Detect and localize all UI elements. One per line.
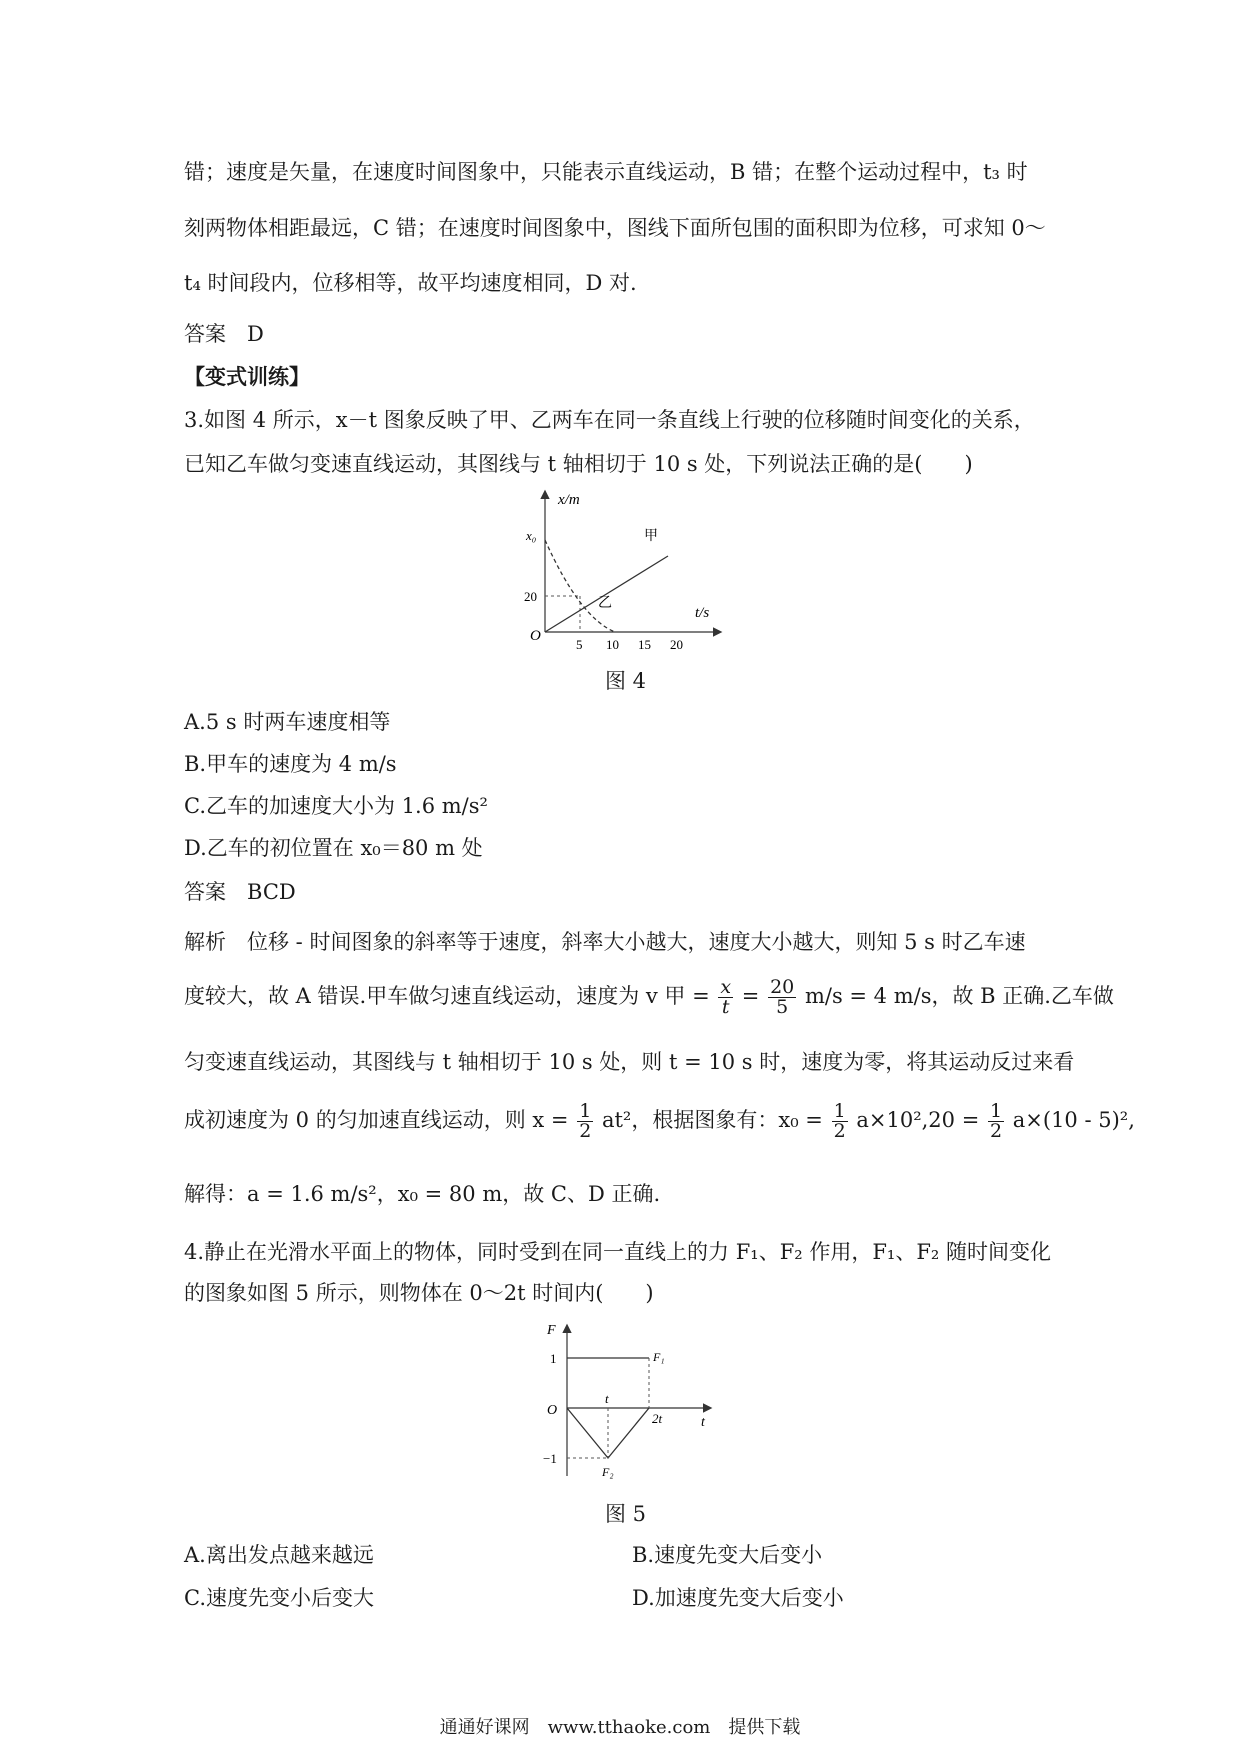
x-tick-10: 10 <box>606 637 619 650</box>
q4-option-c: C.速度先变小后变大 <box>184 1586 374 1610</box>
figure-4 <box>500 480 740 650</box>
label-f1: F₁ <box>653 1350 665 1364</box>
y-tick-20: 20 <box>524 589 537 604</box>
figure-4-caption: 图 4 <box>605 669 647 693</box>
curve-yi <box>545 540 615 632</box>
y-axis-label: x/m <box>558 492 580 508</box>
section-title: 【变式训练】 <box>184 364 310 389</box>
x-tick-5: 5 <box>576 637 583 650</box>
frac-num-x: x <box>720 976 732 998</box>
x-tick-15: 15 <box>638 637 651 650</box>
half-num-2: 1 <box>833 1100 846 1122</box>
x-tick-2t: 2t <box>652 1411 663 1426</box>
para1-line3: t₄ 时间段内，位移相等，故平均速度相同，D 对. <box>184 271 637 295</box>
para1-line2: 刻两物体相距最远，C 错；在速度时间图象中，图线下面所包围的面积即为位移，可求知 0～ <box>184 216 1046 240</box>
q4-option-d: D.加速度先变大后变小 <box>632 1586 844 1610</box>
y-tick-x0: x₀ <box>526 528 537 543</box>
analysis-line4-a: 成初速度为 0 的匀加速直线运动，则 x = <box>184 1108 569 1132</box>
half-num-3: 1 <box>989 1100 1003 1122</box>
fraction-half-2 <box>832 1102 848 1141</box>
frac-den-5: 5 <box>776 996 789 1018</box>
q4-line1: 4.静止在光滑水平面上的物体，同时受到在同一直线上的力 F₁、F₂ 作用，F₁、F₂ 随时间变化 <box>184 1240 1052 1264</box>
figure-5-caption: 图 5 <box>605 1502 647 1526</box>
fraction-20-over-5 <box>768 978 796 1017</box>
origin-label: O <box>547 1403 558 1418</box>
figure-5 <box>525 1318 725 1488</box>
x-axis-label: t <box>701 1415 705 1430</box>
half-den-2: 2 <box>833 1120 846 1142</box>
label-jia: 甲 <box>644 529 658 544</box>
q3-option-b: B.甲车的速度为 4 m/s <box>184 752 397 776</box>
analysis-line4-d: a×(10 - 5)², <box>1012 1108 1135 1132</box>
frac-num-20: 20 <box>770 976 795 998</box>
analysis-line2 <box>184 978 1114 1017</box>
x-tick-t: t <box>605 1391 609 1406</box>
q4-line2: 的图象如图 5 所示，则物体在 0～2t 时间内( ) <box>184 1281 654 1305</box>
analysis-line4-b: at²，根据图象有：x₀ = <box>601 1108 823 1132</box>
page-footer: 通通好课网 www.tthaoke.com 提供下载 <box>439 1717 801 1738</box>
q3-line2: 已知乙车做匀变速直线运动，其图线与 t 轴相切于 10 s 处，下列说法正确的是( ) <box>184 452 973 476</box>
label-yi: 乙 <box>598 596 612 611</box>
half-den-3: 2 <box>989 1120 1003 1142</box>
q3-option-a: A.5 s 时两车速度相等 <box>184 710 391 734</box>
line-jia <box>545 556 668 632</box>
frac-den-t: t <box>721 996 730 1018</box>
x-axis-label: t/s <box>695 605 710 621</box>
fraction-half-3 <box>988 1102 1004 1141</box>
q4-option-b: B.速度先变大后变小 <box>632 1543 823 1567</box>
q3-option-d: D.乙车的初位置在 x₀＝80 m 处 <box>184 836 483 860</box>
origin-label: O <box>530 628 541 644</box>
analysis-line2-b: = <box>741 984 760 1008</box>
x-tick-20: 20 <box>670 637 683 650</box>
analysis-line4-c: a×10²,20 = <box>856 1108 980 1132</box>
y-tick-minus1: −1 <box>543 1451 557 1466</box>
analysis-line4 <box>184 1102 1135 1141</box>
y-tick-1: 1 <box>550 1351 557 1366</box>
analysis-line3: 匀变速直线运动，其图线与 t 轴相切于 10 s 处，则 t = 10 s 时，速度为零，将其运动反过来看 <box>184 1050 1075 1074</box>
y-axis-label: F <box>547 1323 556 1338</box>
answer-1: 答案 D <box>184 322 264 346</box>
analysis-line2-a: 度较大，故 A 错误.甲车做匀速直线运动，速度为 v 甲 = <box>184 984 710 1008</box>
q3-line1: 3.如图 4 所示，x－t 图象反映了甲、乙两车在同一条直线上行驶的位移随时间变化的关系， <box>184 408 1035 432</box>
para1-line1: 错；速度是矢量，在速度时间图象中，只能表示直线运动，B 错；在整个运动过程中，t₃ 时 <box>184 160 1028 184</box>
half-num-1: 1 <box>579 1100 592 1122</box>
label-f2: F₂ <box>602 1465 614 1479</box>
analysis-line5: 解得：a = 1.6 m/s²，x₀ = 80 m，故 C、D 正确. <box>184 1182 661 1206</box>
q4-option-a: A.离出发点越来越远 <box>184 1543 374 1567</box>
fraction-half-1 <box>577 1102 593 1141</box>
analysis-line1: 解析 位移 - 时间图象的斜率等于速度，斜率大小越大，速度大小越大，则知 5 s 时乙车速 <box>184 930 1026 954</box>
q3-option-c: C.乙车的加速度大小为 1.6 m/s² <box>184 794 488 818</box>
half-den-1: 2 <box>579 1120 592 1142</box>
fraction-x-over-t <box>718 978 733 1017</box>
q3-answer: 答案 BCD <box>184 880 296 904</box>
analysis-line2-c: m/s = 4 m/s，故 B 正确.乙车做 <box>804 984 1114 1008</box>
